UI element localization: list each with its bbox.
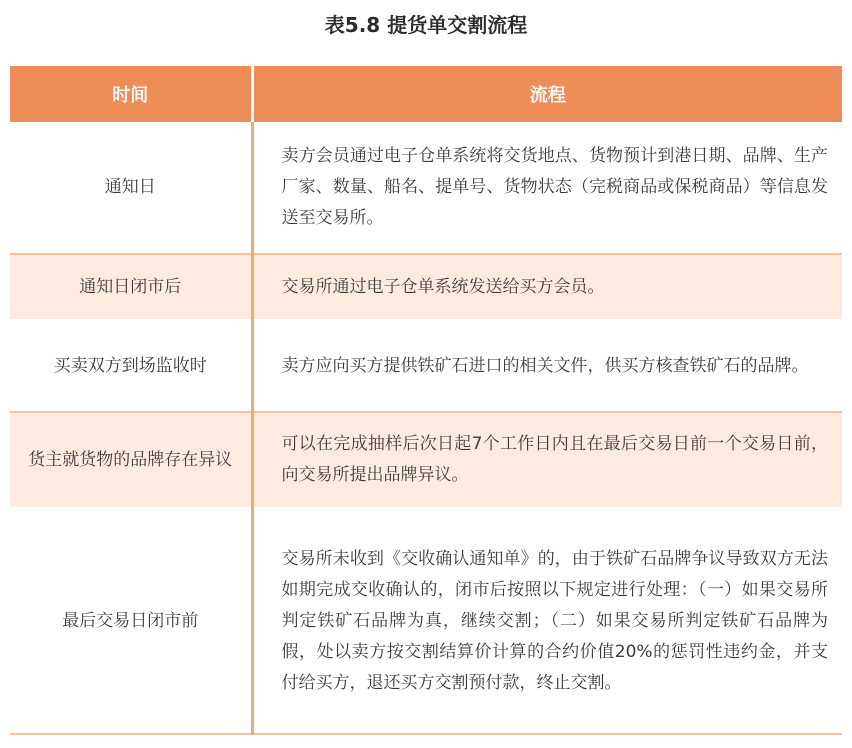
- table-row: [10, 254, 842, 320]
- table-header-row: [10, 66, 842, 122]
- row-time-cell: 通知日: [10, 122, 252, 254]
- table-row: [10, 122, 842, 254]
- row-time-cell: 货主就货物的品牌存在异议: [10, 412, 252, 508]
- table-row: [10, 508, 842, 734]
- row-flow-cell: 可以在完成抽样后次日起7个工作日内且在最后交易日前一个交易日前，向交易所提出品牌异议。: [252, 412, 842, 508]
- table-title: 表5.8 提货单交割流程: [324, 13, 528, 37]
- delivery-process-table: [10, 66, 842, 735]
- table-row: [10, 320, 842, 412]
- row-time-cell: 最后交易日闭市前: [10, 508, 252, 734]
- header-flow: 流程: [252, 66, 842, 122]
- row-time-cell: 买卖双方到场监收时: [10, 320, 252, 412]
- row-time-cell: 通知日闭市后: [10, 254, 252, 320]
- row-flow-cell: 交易所通过电子仓单系统发送给买方会员。: [252, 254, 842, 320]
- header-time: 时间: [10, 66, 252, 122]
- row-flow-cell: 卖方应向买方提供铁矿石进口的相关文件，供买方核查铁矿石的品牌。: [252, 320, 842, 412]
- row-flow-cell: 卖方会员通过电子仓单系统将交货地点、货物预计到港日期、品牌、生产厂家、数量、船名、提单号、货物状态（完税商品或保税商品）等信息发送至交易所。: [252, 122, 842, 254]
- row-flow-cell: 交易所未收到《交收确认通知单》的，由于铁矿石品牌争议导致双方无法如期完成交收确认的，闭市后按照以下规定进行处理：（一）如果交易所判定铁矿石品牌为真，继续交割；（二）如果交易所判定铁矿石品牌为假，处以卖方按交割结算价计算的合约价值20%的惩罚性违约金，并支付给买方，退还买方交割预付款，终止交割。: [252, 508, 842, 734]
- table-row: [10, 412, 842, 508]
